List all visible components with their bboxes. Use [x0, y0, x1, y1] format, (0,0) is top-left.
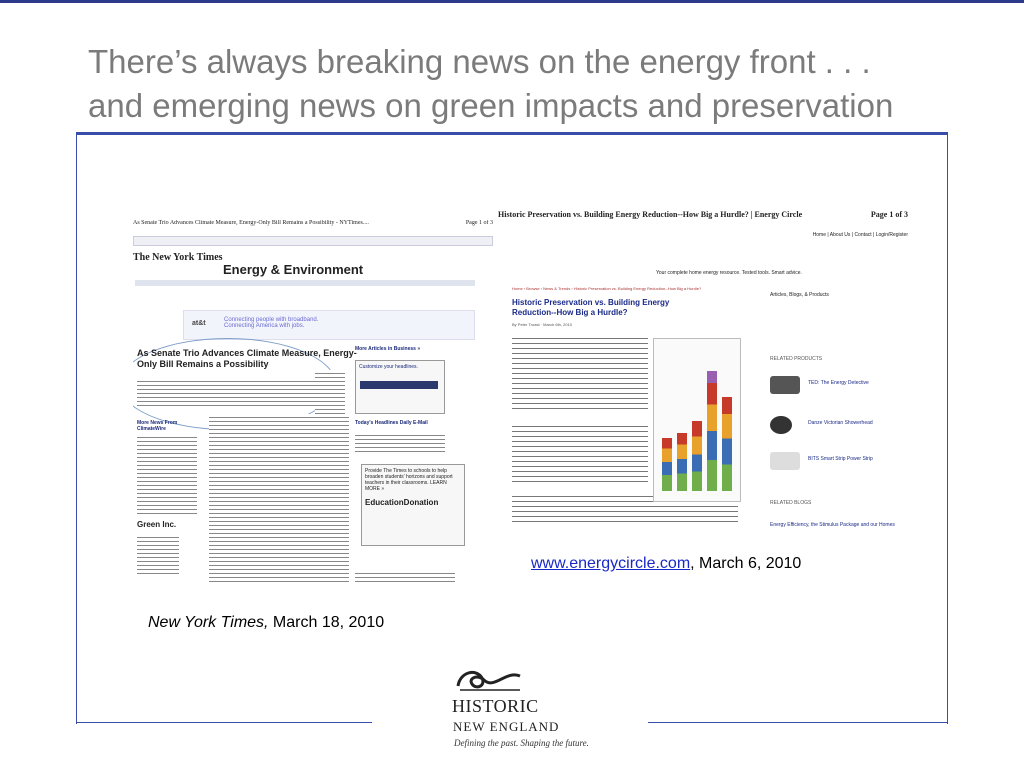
ec-right-search: Articles, Blogs, & Products — [770, 292, 829, 298]
nyt-ad-brand: at&t — [192, 320, 206, 327]
ec-product-1: TED: The Energy Detective — [808, 380, 869, 386]
nyt-toolbar — [133, 236, 493, 246]
nyt-caption-date: March 18, 2010 — [268, 614, 385, 631]
nyt-email-signup — [355, 432, 445, 452]
scroll-ornament-icon — [454, 664, 524, 694]
nyt-headline: As Senate Trio Advances Climate Measure, Energy-Only Bill Remains a Possibility — [137, 348, 357, 369]
top-rule — [0, 0, 1024, 6]
ec-related-products: RELATED PRODUCTS — [770, 356, 823, 362]
logo-tagline: Defining the past. Shaping the future. — [454, 738, 589, 748]
nyt-nav-row — [135, 280, 475, 286]
frame-bottom-left-line — [76, 722, 372, 723]
ec-body-text-1 — [512, 334, 648, 412]
nyt-teachers-text: Provide The Times to schools to help broaden students' horizons and support teachers in their classrooms. LEARN MORE » — [365, 468, 453, 492]
nyt-ad-banner — [183, 310, 475, 340]
ec-nav: Home | About Us | Contact | Login/Register — [812, 232, 908, 238]
nyt-section-title: Energy & Environment — [223, 262, 364, 277]
ec-chart-bar-4 — [707, 371, 717, 491]
nyt-page-number: Page 1 of 3 — [465, 220, 493, 226]
nyt-more-news-list — [137, 434, 197, 514]
nyt-lead-text — [137, 378, 337, 406]
ec-page-header-text: Historic Preservation vs. Building Energy Reduction--How Big a Hurdle? | Energy Circle — [498, 210, 803, 219]
energycircle-date: , March 6, 2010 — [690, 555, 802, 572]
ec-chart-bars — [660, 371, 734, 491]
energycircle-link[interactable]: www.energycircle.com — [531, 555, 691, 572]
nyt-side-head-2: Today's Headlines Daily E-Mail — [355, 420, 428, 426]
nyt-logo: The New York Times — [133, 252, 223, 263]
ec-blog-1: Energy Efficiency, the Stimulus Package and our Homes — [770, 522, 895, 528]
title-line-1: There’s always breaking news on the energy front . . . — [88, 43, 871, 80]
logo-name-historic: HISTORIC — [452, 696, 539, 716]
nyt-customize-box — [355, 360, 445, 414]
nyt-green-inc: Green Inc. — [137, 520, 177, 529]
nyt-more-news-head: More News From ClimateWire — [137, 420, 178, 432]
nyt-customize-text: Customize your headlines. — [359, 364, 418, 370]
nyt-business-row — [135, 288, 475, 306]
ec-product-1-image — [770, 376, 800, 394]
ec-body-text-2 — [512, 422, 648, 482]
nyt-caption-title: New York Times, — [148, 614, 269, 631]
ec-product-2-image — [770, 416, 792, 434]
nyt-ad-line-1: Connecting people with broadband. — [224, 317, 319, 323]
ec-chart-bar-1 — [662, 438, 672, 491]
frame-bottom-right-line — [648, 722, 948, 723]
ec-article-title: Historic Preservation vs. Building Energy Reduction--How Big a Hurdle? — [512, 298, 670, 317]
ec-chart-bar-2 — [677, 433, 687, 491]
ec-page-header — [498, 210, 908, 219]
nyt-linkedin-bar — [360, 381, 438, 389]
ec-chart-bar-3 — [692, 421, 702, 491]
ec-related-blogs: RELATED BLOGS — [770, 500, 812, 506]
nyt-edu-donation: EducationDonation — [365, 498, 439, 507]
energycircle-article-screenshot — [498, 210, 908, 540]
ec-breadcrumb: Home › Browse › News & Trends › Historic Preservation vs. Building Energy Reduction--How Big a Hurdle? — [512, 286, 702, 291]
ec-product-3-image — [770, 452, 800, 470]
nyt-ad-line-2: Connecting America with jobs. — [224, 323, 305, 329]
ec-product-3: BITS Smart Strip Power Strip — [808, 456, 873, 462]
logo-name-new-england: NEW ENGLAND — [453, 719, 560, 734]
nyt-share-tools — [315, 370, 345, 444]
nyt-page-header — [133, 220, 493, 226]
ec-byline: By Peter Troast · March 6th, 2010 — [512, 322, 573, 327]
nyt-side-head-1: More Articles in Business » — [355, 346, 421, 352]
nyt-rss-feeds — [355, 570, 455, 584]
ec-chart-bar-5 — [722, 397, 732, 491]
historic-new-england-logo — [450, 664, 589, 754]
ec-product-2: Danze Victorian Showerhead — [808, 420, 873, 426]
nyt-teachers-box — [361, 464, 465, 546]
slide-title — [88, 40, 988, 128]
nyt-ad-text — [224, 317, 318, 329]
energycircle-caption — [531, 555, 801, 573]
ec-page-number: Page 1 of 3 — [870, 210, 908, 219]
title-line-2: and emerging news on green impacts and preservation — [88, 87, 894, 124]
nyt-page-header-text: As Senate Trio Advances Climate Measure, Energy-Only Bill Remains a Possibility - NYTimes.... — [133, 220, 369, 226]
ec-stacked-bar-chart — [653, 338, 741, 502]
top-rule-bar — [0, 0, 1024, 3]
nyt-green-inc-text — [137, 534, 179, 574]
ec-tagline: Your complete home energy resource. Tested tools. Smart advice. — [656, 270, 802, 276]
nyt-caption — [148, 614, 384, 632]
nyt-article-screenshot — [133, 220, 493, 592]
